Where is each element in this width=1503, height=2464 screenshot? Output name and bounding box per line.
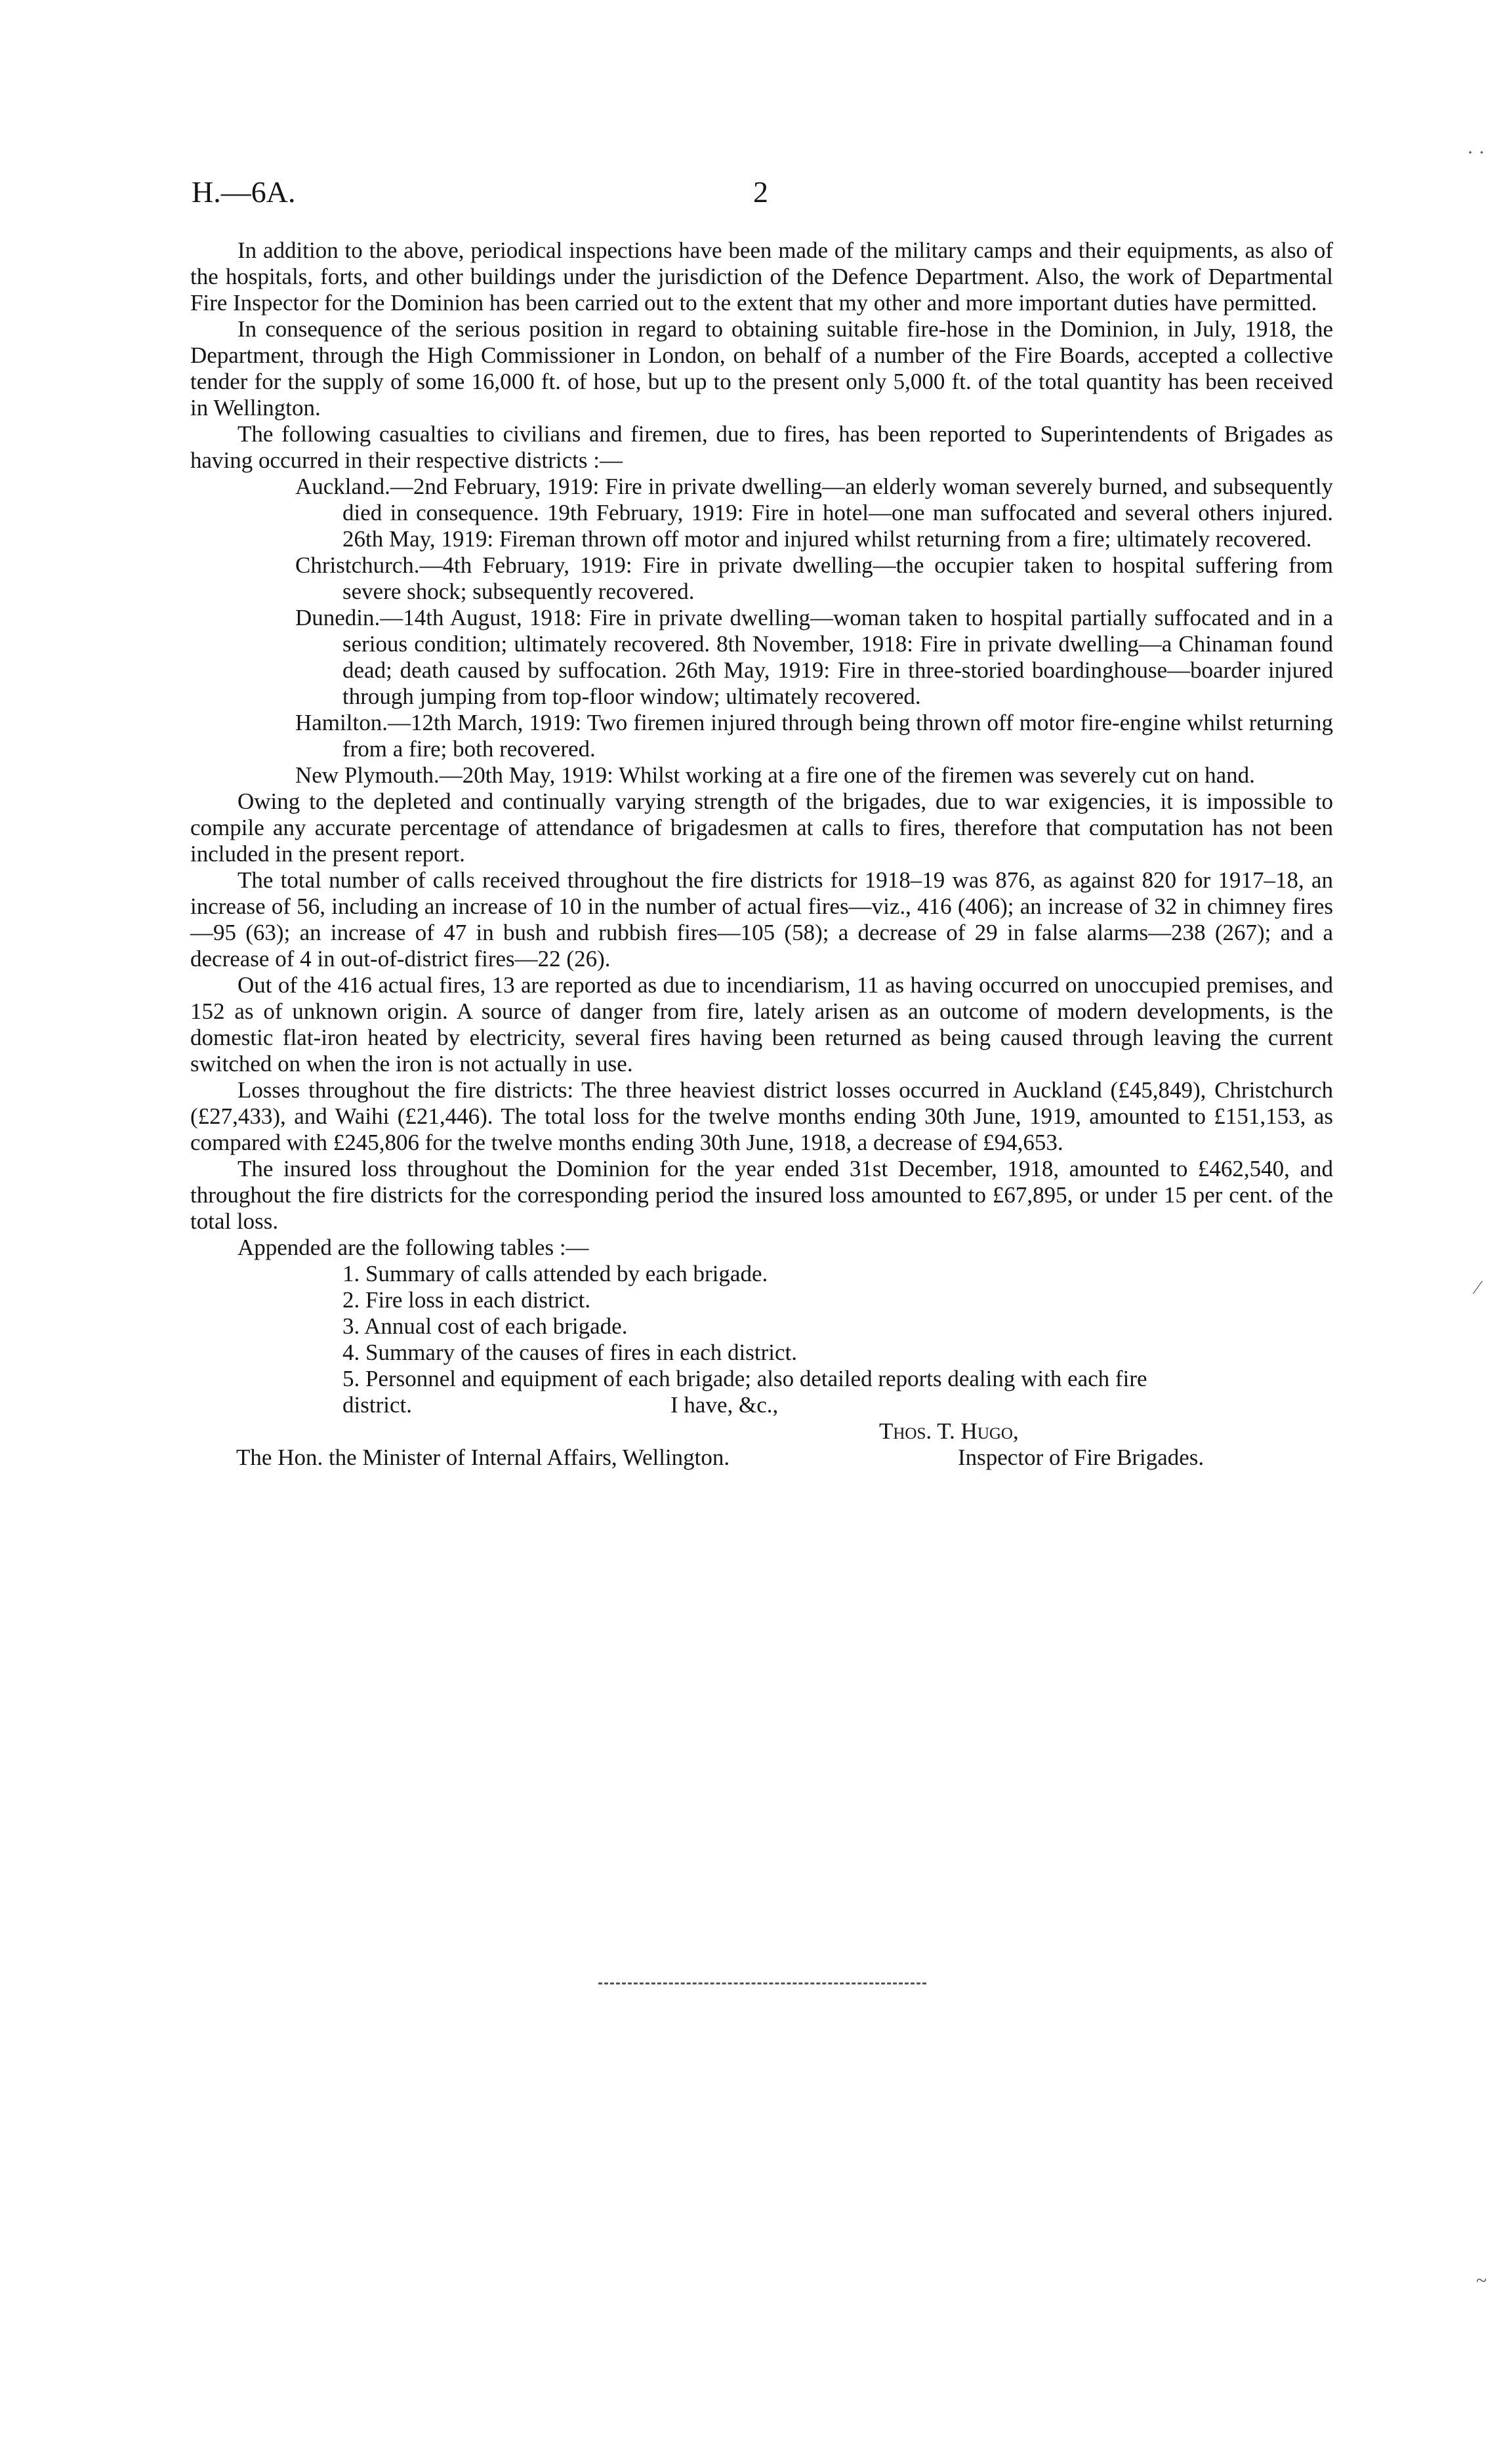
- end-rule: [598, 1982, 926, 1984]
- casualty-entry: New Plymouth.—20th May, 1919: Whilst working at a fire one of the firemen was severely cut on hand.: [295, 762, 1255, 788]
- scan-mark: ⁄: [1476, 1277, 1480, 1298]
- addressee: The Hon. the Minister of Internal Affairs, Wellington.: [236, 1445, 730, 1470]
- casualty-entry: Auckland.—2nd February, 1919: Fire in private dwelling—an elderly woman severely burned, and subsequently died in consequence. 19th February, 1919: Fire in hotel—one man suffocated and several others injured. 26th May, 1919: Fireman thrown off motor and injured whilst returning from a fire; ultimately recovered.: [295, 474, 1333, 552]
- salutation: I have, &c.,: [670, 1392, 779, 1418]
- paragraph: The total number of calls received throughout the fire districts for 1918–19 was 876, as against 820 for 1917–18, an increase of 56, including an increase of 10 in the number of actual fires—viz., 416 (406); an increase of 32 in chimney fires—95 (63); an increase of 47 in bush and rubbish fires—105 (58); a decrease of 29 in false alarms—238 (267); and a decrease of 4 in out-of-district fires—22 (26).: [190, 867, 1333, 972]
- tables-list-item: 1. Summary of calls attended by each brigade.: [342, 1261, 768, 1286]
- tables-list-item: 3. Annual cost of each brigade.: [342, 1313, 628, 1339]
- page-number: 2: [753, 175, 768, 209]
- closing-line: [190, 1392, 1333, 1418]
- tables-list-item: 4. Summary of the causes of fires in each district.: [342, 1340, 797, 1365]
- casualty-entry: Hamilton.—12th March, 1919: Two firemen injured through being thrown off motor fire-engine whilst returning from a fire; both recovered.: [295, 710, 1333, 762]
- tables-list-item: 5. Personnel and equipment of each brigade; also detailed reports dealing with each fire: [342, 1366, 1147, 1391]
- scan-mark: · ·: [1467, 142, 1485, 163]
- casualty-entry: Dunedin.—14th August, 1918: Fire in private dwelling—woman taken to hospital partially suffocated and in a serious condition; ultimately recovered. 8th November, 1918: Fire in private dwelling—a Chinaman found dead; death caused by suffocation. 26th May, 1919: Fire in three-storied boardinghouse—boarder injured through jumping from top-floor window; ultimately recovered.: [295, 605, 1333, 709]
- paragraph: The following casualties to civilians and firemen, due to fires, has been reported to Superintendents of Brigades as having occurred in their respective districts :—: [190, 421, 1333, 473]
- paragraph: In consequence of the serious position in regard to obtaining suitable fire-hose in the Dominion, in July, 1918, the Department, through the High Commissioner in London, on behalf of a number of the Fire Boards, accepted a collective tender for the supply of some 16,000 ft. of hose, but up to the present only 5,000 ft. of the total quantity has been received in Wellington.: [190, 316, 1333, 421]
- document-reference: H.—6A.: [192, 175, 296, 209]
- paragraph: Losses throughout the fire districts: The three heaviest district losses occurred in Auckland (£45,849), Christchurch (£27,433), and Waihi (£21,446). The total loss for the twelve months ending 30th June, 1919, amounted to £151,153, as compared with £245,806 for the twelve months ending 30th June, 1918, a decrease of £94,653.: [190, 1077, 1333, 1155]
- addressee-line: [190, 1445, 1333, 1471]
- document-body: [190, 237, 1333, 1471]
- scan-mark: ~: [1476, 2270, 1487, 2291]
- paragraph: Owing to the depleted and continually varying strength of the brigades, due to war exigencies, it is impossible to compile any accurate percentage of attendance of brigadesmen at calls to fires, therefore that computation has not been included in the present report.: [190, 789, 1333, 867]
- paragraph: Appended are the following tables :—: [237, 1235, 589, 1260]
- signatory-title: Inspector of Fire Brigades.: [958, 1445, 1204, 1470]
- list-continuation: district.: [342, 1392, 412, 1418]
- tables-list-item: 2. Fire loss in each district.: [342, 1287, 591, 1313]
- paragraph: The insured loss throughout the Dominion for the year ended 31st December, 1918, amounted to £462,540, and throughout the fire districts for the corresponding period the insured loss amounted to £67,895, or under 15 per cent. of the total loss.: [190, 1156, 1333, 1234]
- paragraph: Out of the 416 actual fires, 13 are reported as due to incendiarism, 11 as having occurred on unoccupied premises, and 152 as of unknown origin. A source of danger from fire, lately arisen as an outcome of modern developments, is the domestic flat-iron heated by electricity, several fires having been returned as being caused through leaving the current switched on when the iron is not actually in use.: [190, 972, 1333, 1077]
- signatory-name: Thos. T. Hugo,: [879, 1418, 1019, 1444]
- casualty-entry: Christchurch.—4th February, 1919: Fire in private dwelling—the occupier taken to hospital suffering from severe shock; subsequently recovered.: [295, 552, 1333, 604]
- paragraph: In addition to the above, periodical inspections have been made of the military camps and their equipments, as also of the hospitals, forts, and other buildings under the jurisdiction of the Defence Department. Also, the work of Departmental Fire Inspector for the Dominion has been carried out to the extent that my other and more important duties have permitted.: [190, 237, 1333, 316]
